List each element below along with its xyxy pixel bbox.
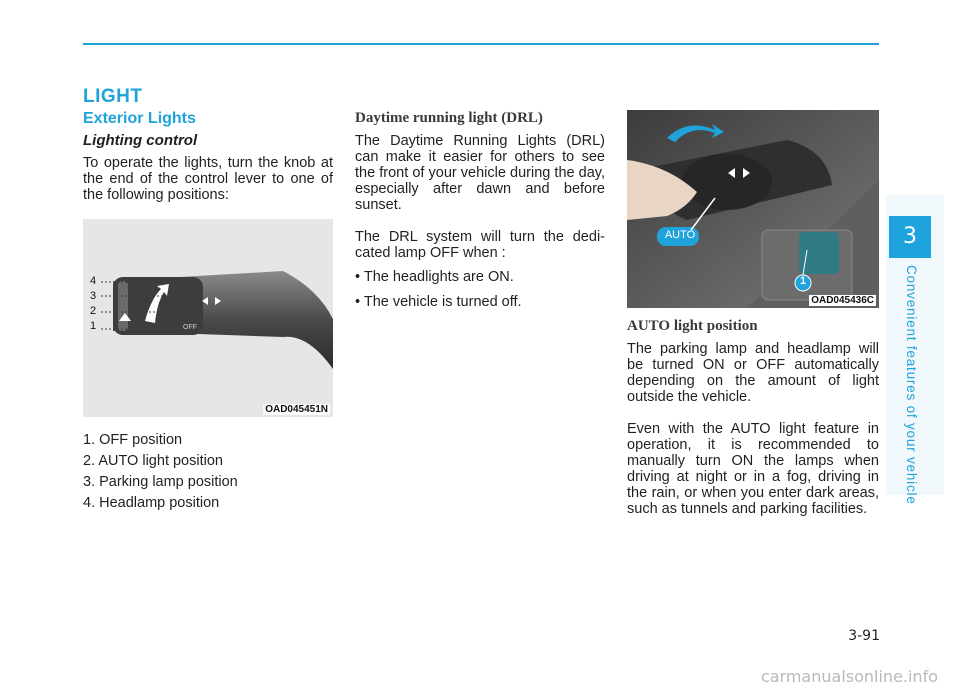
list-item: • The vehicle is turned off. <box>355 294 522 310</box>
list-item: 2. AUTO light position <box>83 453 223 469</box>
subheading-lighting-control: Lighting control <box>83 132 198 149</box>
column-auto-light <box>627 110 879 517</box>
callout-number: 1 <box>799 275 807 287</box>
figure-light-switch <box>83 219 333 417</box>
figure-caption: OAD045436C <box>811 295 874 306</box>
list-item: 4. Headlamp position <box>83 495 220 511</box>
chapter-title-text: Convenient features of your vehicle <box>904 265 919 505</box>
auto-label: AUTO <box>664 229 696 241</box>
header-rule <box>83 43 879 45</box>
auto-paragraph-1: The parking lamp and headlamp will be turned ON or OFF automatically depending on the amount of light outside the vehicle. <box>627 341 879 405</box>
column-exterior-lights <box>83 110 333 516</box>
drl-paragraph-1: The Daytime Running Lights (DRL) can make it easier for others to see the front of your vehicle during the day, especially after dawn and before sunset. <box>355 133 605 213</box>
drl-bullet-list <box>355 269 605 310</box>
column-drl <box>355 110 605 319</box>
list-item: • The headlights are ON. <box>355 269 514 285</box>
fig-label-4: 4 <box>90 275 97 287</box>
fig-label-3: 3 <box>90 290 97 302</box>
drl-paragraph-2: The DRL system will turn the dedi-cated lamp OFF when : <box>355 229 605 261</box>
fig-label-1: 1 <box>90 320 97 332</box>
figure-caption: OAD045451N <box>265 404 328 415</box>
figure-auto-light <box>627 110 879 308</box>
position-list <box>83 432 333 511</box>
page-number: 3-91 <box>848 628 880 644</box>
chapter-title <box>893 265 919 505</box>
lighting-control-intro: To operate the lights, turn the knob at the end of the control lever to one of the following positions: <box>83 155 333 203</box>
fig-label-2: 2 <box>90 305 97 317</box>
list-item: 1. OFF position <box>83 432 183 448</box>
watermark: carmanualsonline.info <box>760 667 938 686</box>
heading-drl: Daytime running light (DRL) <box>355 110 543 126</box>
figure-position-labels <box>90 274 96 334</box>
auto-light-illustration <box>627 110 879 308</box>
svg-text:OFF: OFF <box>183 324 197 331</box>
auto-paragraph-2: Even with the AUTO light feature in operation, it is recommended to manually turn ON the lamps when driving at night or in a fog, driving in the rain, or when you enter dark areas, such as tunnels and parking facilities. <box>627 421 879 517</box>
section-title: LIGHT <box>83 86 143 107</box>
list-item: 3. Parking lamp position <box>83 474 238 490</box>
heading-auto-light: AUTO light position <box>627 318 758 334</box>
chapter-number: 3 <box>889 216 931 258</box>
heading-exterior-lights: Exterior Lights <box>83 110 196 127</box>
light-switch-illustration <box>83 219 333 417</box>
